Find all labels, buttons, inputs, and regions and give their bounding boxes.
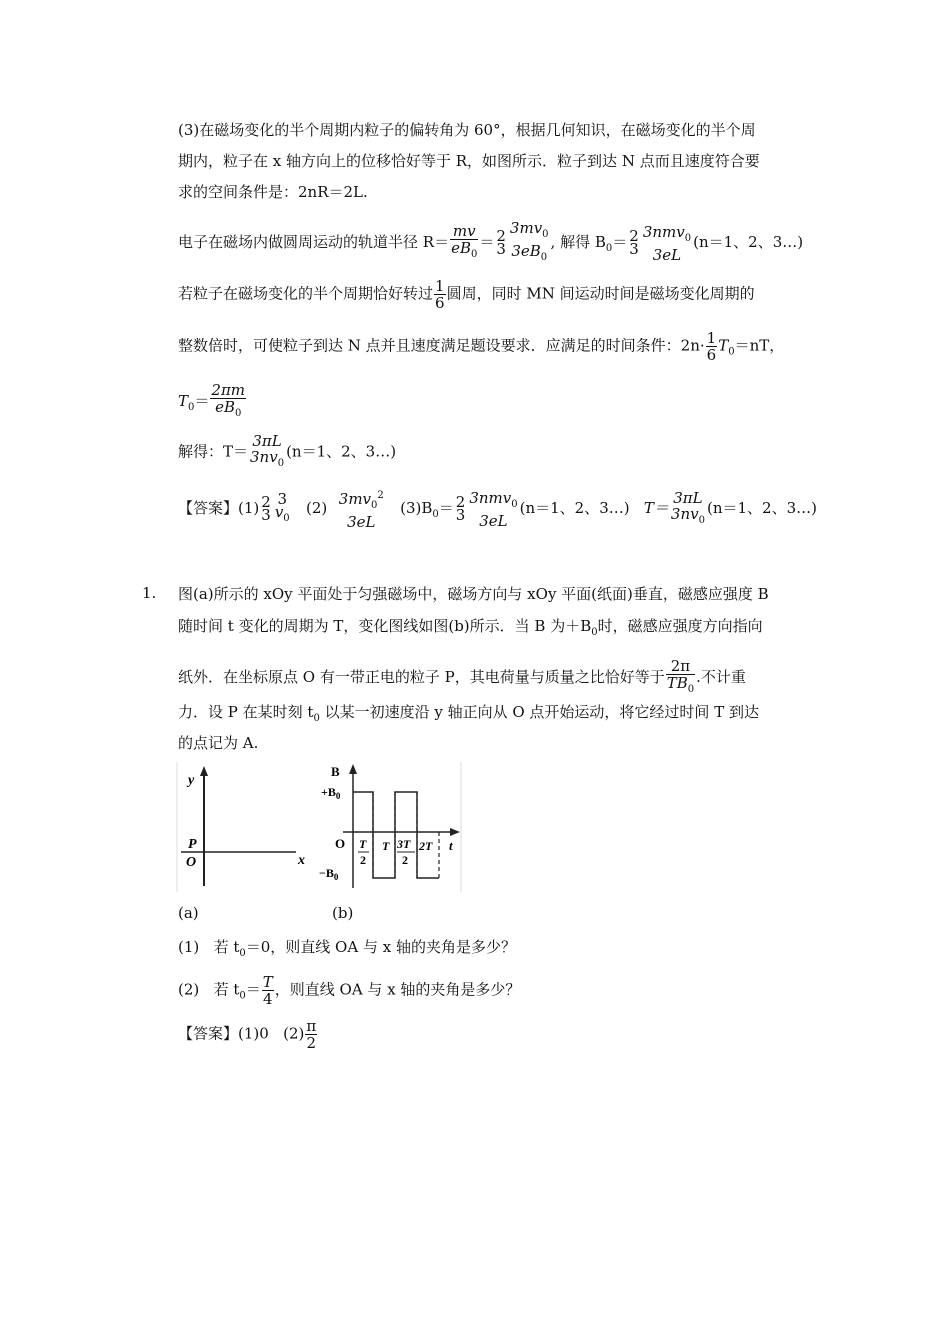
frac-two-three-b: 2 3 (629, 227, 639, 258)
frac-2pim-eB0: $\frac{2\pi m}{eB_0}$ (211, 381, 246, 419)
fig-a-y-label: y (188, 773, 195, 788)
fig-a-o-label: O (186, 855, 197, 870)
figure-a (176, 760, 311, 893)
fig-a-p-label: P (188, 837, 197, 852)
fig-b-o-label: O (335, 836, 346, 851)
frac-3piL-3nv0: 3πL $3nv_0$ (250, 432, 285, 469)
period-line1: 若粒子在磁场变化的半个周期恰好转过 $\frac{1}{6}$ 圆周，同时 MN 间运动时间是磁场变化周期的 (178, 277, 755, 312)
sub-question-1: (1) 若 $t_0=0$，则直线 OA 与 x 轴的夹角是多少？ (178, 938, 516, 959)
p3-line1: (3)在磁场变化的半个周期内粒子的偏转角为 60°，根据几何知识，在磁场变化的半个周 (178, 121, 756, 139)
sub-question-2: (2) 若 $t_0=$ $\frac{T}{4}$ ，则直线 OA 与 x 轴的夹角是多少？ (178, 973, 521, 1008)
q1-line5: 的点记为 A. (178, 734, 259, 752)
fig-a-x-label: x (298, 853, 305, 868)
t0-line: $T_0=$ $\frac{2\pi m}{eB_0}$ (178, 382, 247, 422)
q1-line3: 纸外．在坐标原点 O 有一带正电的粒子 P，其电荷量与质量之比恰好等于 $\frac{2\pi}{TB_0}$ .不计重 (178, 658, 746, 698)
solve-line: 解得：T＝ 3πL $3nv_0$ (n＝1、2、3…) (178, 433, 396, 472)
p3-line2: 期内，粒子在 x 轴方向上的位移恰好等于 R，如图所示．粒子到达 N 点而且速度符合要 (178, 152, 760, 170)
fig-b-t-label-one: T (382, 839, 390, 853)
q1-line1: 图(a)所示的 xOy 平面处于匀强磁场中，磁场方向与 xOy 平面(纸面)垂直，磁感应强度 B (178, 585, 769, 603)
frac-3nmv0-3eL: 3nmv$_0$ 3eL (642, 222, 692, 264)
fig-a-y-arrow (200, 766, 208, 776)
answer-line-prev: 【答案】(1) 2 3 3 $v_0$ (2) $3mv_0^2$ 3eL $(3)B_0=$ 2 3 3nmv$_0$ 3eL (n＝1、2、3…) T＝ 3πL $3nv_0$ (n＝1、2、3…) (178, 488, 817, 531)
radius-lead: 电子在磁场内做圆周运动的轨道半径 R＝ (178, 233, 450, 251)
figure-b (315, 760, 465, 893)
fig-b-t-label: t (449, 838, 453, 853)
fig-b-t-half-den: 2 (360, 853, 366, 867)
question-number: 1. (142, 584, 157, 602)
radius-cond: (n＝1、2、3…) (693, 233, 804, 251)
fig-b-plus-label: $+B_0$ (321, 785, 341, 801)
frac-pi-2: $\frac{\pi}{2}$ (306, 1017, 317, 1052)
frac-mv-eB0: $\frac{mv}{eB_0}$ (451, 222, 478, 260)
fig-b-caption: (b) (332, 904, 354, 922)
frac-one-six-b: $\frac{1}{6}$ (706, 329, 717, 364)
q1-line4: 力．设 P 在某时刻 $t_0$ 以某一初速度沿 y 轴正向从 O 点开始运动，将它经过时间 T 到达 (178, 703, 759, 724)
frac-3mv0-3eB0: $3mv_0$ $3eB_0$ (509, 219, 549, 263)
fig-b-minus-label: $-B_0$ (319, 866, 339, 882)
radius-solve: 解得 B (560, 233, 606, 251)
radius-line: 电子在磁场内做圆周运动的轨道半径 R＝ $\frac{mv}{eB_0}$ ＝ 2 3 $3mv_0$ $3eB_0$ , 解得 $B_0=$ 2 3 3nmv$_0$ 3eL (n＝1、2、3…) (178, 220, 803, 266)
fig-b-3t-num: 3T (397, 837, 411, 851)
frac-two-three: 2 3 (496, 227, 506, 258)
period-line2: 整数倍时，可使粒子到达 N 点并且速度满足题设要求．应满足的时间条件：2n· $\frac{1}{6}$ $T_0=nT$， (178, 329, 785, 364)
fig-a-caption: (a) (178, 904, 199, 922)
frac-one-six: $\frac{1}{6}$ (435, 277, 445, 312)
fig-b-b-label: B (331, 764, 340, 779)
p3-line3: 求的空间条件是：2nR＝2L. (178, 183, 368, 201)
frac-2pi-TB0: $\frac{2\pi}{TB_0}$ (666, 657, 695, 695)
answer-line-q1: 【答案】(1)0 (2) $\frac{\pi}{2}$ (178, 1017, 317, 1052)
fig-b-3t-den: 2 (402, 853, 408, 867)
frac-T-4: $\frac{T}{4}$ (262, 973, 273, 1008)
fig-b-t-half-num: T (359, 837, 367, 851)
fig-b-2t-label: 2T (419, 839, 433, 853)
q1-line2: 随时间 t 变化的周期为 T，变化图线如图(b)所示．当 B 为$+B_0$时，磁感应强度方向指向 (178, 617, 763, 638)
